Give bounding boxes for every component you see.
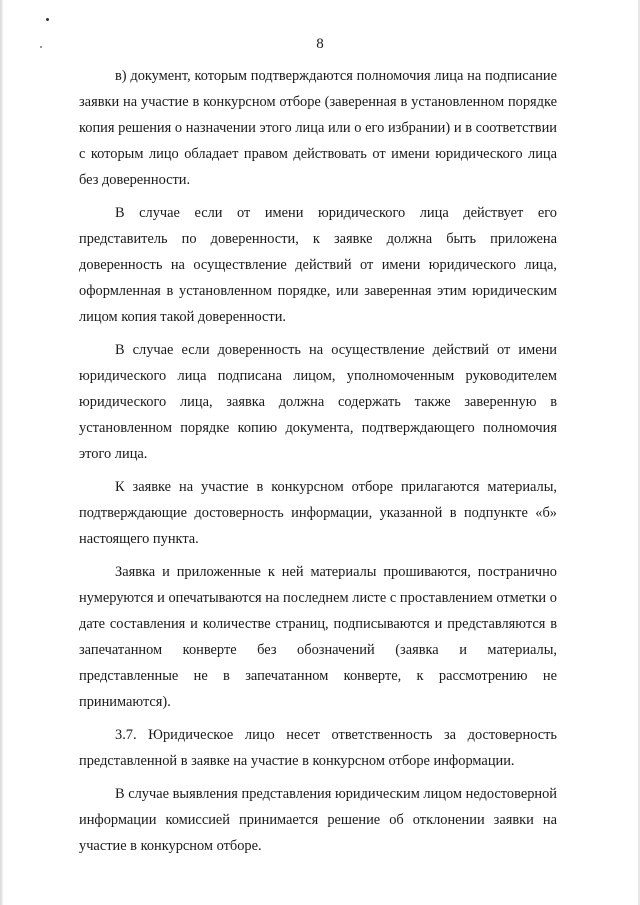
paragraph-rejection: В случае выявления представления юридическим лицом недостоверной информации комиссией принимается решение об отклонении заявки на участие в конкурсном отборе. <box>79 786 557 854</box>
paragraph-responsibility-3-7: 3.7. Юридическое лицо несет ответственность за достоверность представленной в заявке на участие в конкурсном отборе информации. <box>79 727 557 769</box>
paragraph-representative-power-of-attorney: В случае если от имени юридического лица действует его представитель по доверенности, к заявке должна быть приложена доверенность на осуществление действий от имени юридического лица, оформленная в установленном порядке, или заверенная этим юридическим лицом копия такой доверенности. <box>79 205 557 325</box>
page-number: 8 <box>316 36 324 52</box>
paragraph-delegated-signature: В случае если доверенность на осуществление действий от имени юридического лица подписана лицом, уполномоченным руководителем юридического лица, заявка должна содержать также заверенную в установленном порядке копию документа, подтверждающего полномочия этого лица. <box>79 342 557 462</box>
scan-edge-left <box>0 0 3 905</box>
paragraph-authority-document: в) документ, которым подтверждаются полномочия лица на подписание заявки на участие в конкурсном отборе (заверенная в установленном порядке копия решения о назначении этого лица или о его избрании) и в соответствии с которым лицо обладает правом действовать от имени юридического лица без доверенности. <box>79 68 557 188</box>
scan-speck <box>46 18 49 21</box>
paragraph-binding-and-sealing: Заявка и приложенные к ней материалы прошиваются, постранично нумеруются и опечатываются на последнем листе с проставлением отметки о дате составления и количестве страниц, подписываются и представляются в запечатанном конверте без обозначений (заявка и материалы, представленные не в запечатанном конверте, к рассмотрению не принимаются). <box>79 564 557 710</box>
paragraph-supporting-materials: К заявке на участие в конкурсном отборе прилагаются материалы, подтверждающие достоверность информации, указанной в подпункте «б» настоящего пункта. <box>79 479 557 547</box>
document-body <box>79 63 557 866</box>
